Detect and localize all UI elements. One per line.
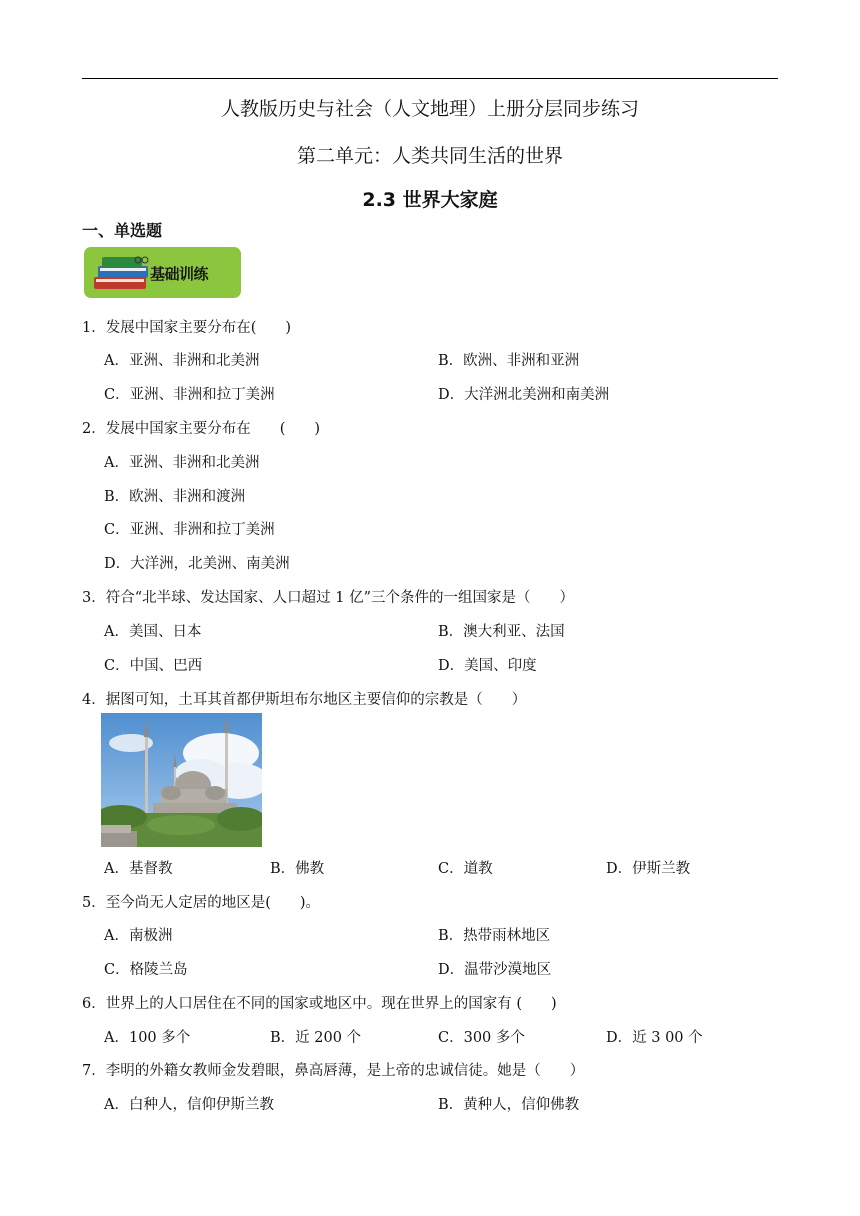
q1-option-d: D．大洋洲北美洲和南美洲 xyxy=(438,387,610,403)
q6-option-d: D．近 3 00 个 xyxy=(606,1030,703,1046)
q7-option-a: A．白种人，信仰伊斯兰教 xyxy=(104,1097,274,1113)
books-icon xyxy=(92,255,152,293)
q3-option-d: D．美国、印度 xyxy=(438,658,537,674)
q4-option-c: C．道教 xyxy=(438,861,493,877)
unit-title: 第二单元：人类共同生活的世界 xyxy=(296,145,563,167)
section-heading: 一、单选题 xyxy=(82,221,163,240)
q5-option-a: A．南极洲 xyxy=(104,928,173,944)
q2-option-c: C．亚洲、非洲和拉丁美洲 xyxy=(104,522,275,538)
lesson-title: 2.3 世界大家庭 xyxy=(362,189,498,211)
q4-option-d: D．伊斯兰教 xyxy=(606,861,691,877)
q2-option-a: A．亚洲、非洲和北美洲 xyxy=(104,455,260,471)
q3-option-b: B．澳大利亚、法国 xyxy=(438,624,565,640)
q6-option-c: C．300 多个 xyxy=(438,1030,525,1046)
q1-option-c: C．亚洲、非洲和拉丁美洲 xyxy=(104,387,275,403)
question-5: 5．至今尚无人定居的地区是( )。 xyxy=(82,895,321,911)
question-1: 1．发展中国家主要分布在( ) xyxy=(82,320,292,336)
q5-option-c: C．格陵兰岛 xyxy=(104,962,188,978)
q3-option-a: A．美国、日本 xyxy=(104,624,202,640)
question-4: 4．据图可知，土耳其首都伊斯坦布尔地区主要信仰的宗教是（ ） xyxy=(82,692,527,708)
training-badge xyxy=(84,247,241,298)
q6-option-a: A．100 多个 xyxy=(104,1030,191,1046)
q4-option-b: B．佛教 xyxy=(270,861,325,877)
q4-option-a: A．基督教 xyxy=(104,861,173,877)
q1-option-b: B．欧洲、非洲和亚洲 xyxy=(438,353,580,369)
mosque-photo xyxy=(101,713,262,847)
document-title: 人教版历史与社会（人文地理）上册分层同步练习 xyxy=(220,98,639,120)
q2-option-b: B．欧洲、非洲和渡洲 xyxy=(104,489,246,505)
question-6: 6．世界上的人口居住在不同的国家或地区中。现在世界上的国家有 ( ) xyxy=(82,996,557,1012)
q1-option-a: A．亚洲、非洲和北美洲 xyxy=(104,353,260,369)
badge-label: 基础训练 xyxy=(150,265,209,283)
header-rule xyxy=(82,78,778,79)
q3-option-c: C．中国、巴西 xyxy=(104,658,203,674)
q7-option-b: B．黄种人，信仰佛教 xyxy=(438,1097,580,1113)
question-7: 7．李明的外籍女教师金发碧眼，鼻高唇薄，是上帝的忠诚信徒。她是（ ） xyxy=(82,1063,585,1079)
q5-option-b: B．热带雨林地区 xyxy=(438,928,551,944)
q6-option-b: B．近 200 个 xyxy=(270,1030,362,1046)
question-3: 3．符合“北半球、发达国家、人口超过 1 亿”三个条件的一组国家是（ ） xyxy=(82,590,574,606)
question-2: 2．发展中国家主要分布在 ( ) xyxy=(82,421,321,437)
q2-option-d: D．大洋洲，北美洲、南美洲 xyxy=(104,556,290,572)
q5-option-d: D．温带沙漠地区 xyxy=(438,962,552,978)
